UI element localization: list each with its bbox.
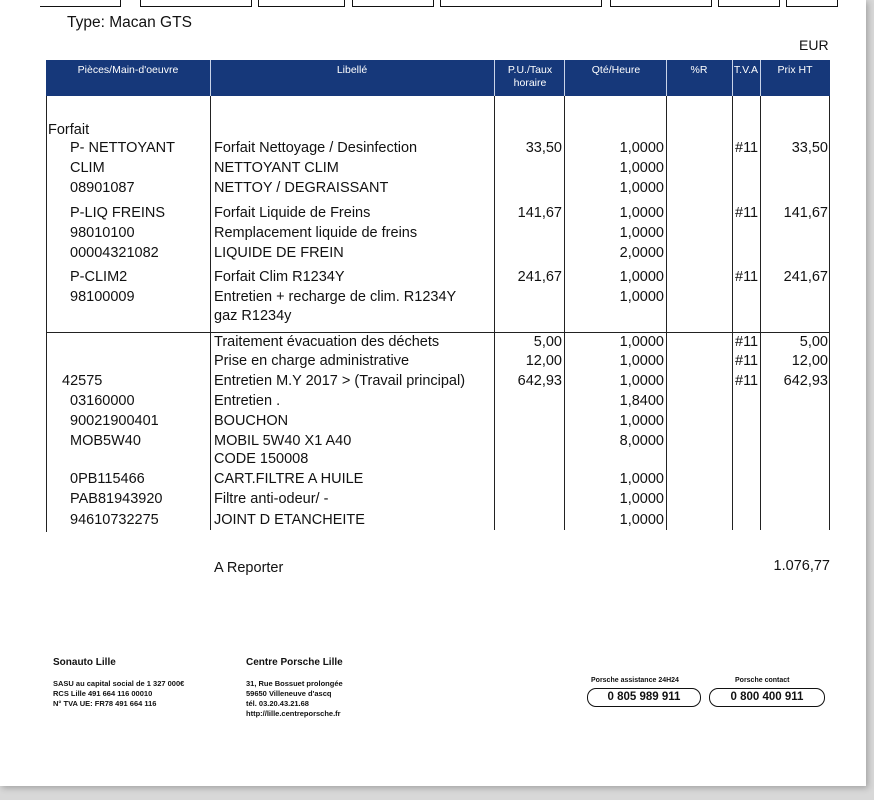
cell-qte: 1,0000 xyxy=(619,289,664,305)
cell-libelle: JOINT D ETANCHEITE xyxy=(214,512,365,528)
cell-prix: 141,67 xyxy=(783,205,828,221)
cell-libelle: BOUCHON xyxy=(214,413,289,429)
header-box xyxy=(140,0,252,7)
cell-ref: 0PB115466 xyxy=(70,471,145,487)
header-box xyxy=(40,0,121,7)
cell-libelle: Filtre anti-odeur/ - xyxy=(214,491,329,507)
footer-center-l2: 59650 Villeneuve d'ascq xyxy=(246,689,332,698)
section-forfait: Forfait xyxy=(48,122,90,138)
cell-libelle: MOBIL 5W40 X1 A40 xyxy=(214,433,352,449)
cell-pu: 33,50 xyxy=(525,140,562,156)
cell-ref: 00004321082 xyxy=(70,245,159,261)
vehicle-type: Type: Macan GTS xyxy=(67,14,192,31)
header-qte: Qté/Heure xyxy=(591,64,641,76)
cell-libelle: Traitement évacuation des déchets xyxy=(214,334,440,350)
cell-qte: 1,0000 xyxy=(619,205,664,221)
cell-libelle: LIQUIDE DE FREIN xyxy=(214,245,344,261)
cell-tva: #11 xyxy=(735,140,759,156)
contact-label: Porsche contact xyxy=(735,677,790,684)
cell-qte: 1,0000 xyxy=(619,512,664,528)
header-box xyxy=(718,0,780,7)
cell-ref: 03160000 xyxy=(70,393,135,409)
cell-libelle: Forfait Nettoyage / Desinfection xyxy=(214,140,418,156)
cell-pu: 241,67 xyxy=(517,269,562,285)
header-box xyxy=(258,0,345,7)
cell-ref: P-LIQ FREINS xyxy=(70,205,166,221)
cell-pu: 12,00 xyxy=(525,353,562,369)
cell-pu: 141,67 xyxy=(517,205,562,221)
cell-qte: 1,0000 xyxy=(619,140,664,156)
cell-qte: 2,0000 xyxy=(619,245,664,261)
cell-tva: #11 xyxy=(735,269,759,285)
footer-company: Sonauto Lille xyxy=(53,657,116,668)
cell-qte: 1,8400 xyxy=(619,393,664,409)
cell-qte: 1,0000 xyxy=(619,334,664,350)
footer-center-l1: 31, Rue Bossuet prolongée xyxy=(246,679,343,688)
cell-ref: P- NETTOYANT xyxy=(70,140,175,156)
cell-ref: P-CLIM2 xyxy=(70,269,128,285)
header-pu: P.U./Taux horaire xyxy=(507,64,553,89)
cell-libelle: Entretien + recharge de clim. R1234Y xyxy=(214,289,457,305)
footer-company-l1: SASU au capital social de 1 327 000€ xyxy=(53,679,185,688)
contact-phone[interactable]: 0 800 400 911 xyxy=(709,688,825,707)
cell-ref: PAB81943920 xyxy=(70,491,163,507)
cell-libelle: Remplacement liquide de freins xyxy=(214,225,418,241)
cell-tva: #11 xyxy=(735,353,759,369)
cell-prix: 642,93 xyxy=(783,373,828,389)
header-box xyxy=(610,0,712,7)
cell-libelle: Prise en charge administrative xyxy=(214,353,410,369)
cell-ref: 42575 xyxy=(62,373,103,389)
footer-center-l3: tél. 03.20.43.21.68 xyxy=(246,699,309,708)
cell-ref: 90021900401 xyxy=(70,413,159,429)
table-header xyxy=(46,60,830,96)
report-label: A Reporter xyxy=(214,560,284,576)
cell-tva: #11 xyxy=(735,373,759,389)
currency: EUR xyxy=(799,37,829,53)
header-tva: T.V.A xyxy=(733,64,759,76)
cell-libelle: CODE 150008 xyxy=(214,451,309,467)
cell-ref: 94610732275 xyxy=(70,512,159,528)
cell-prix: 12,00 xyxy=(791,353,828,369)
header-prix: Prix HT xyxy=(777,64,813,76)
cell-libelle: CART.FILTRE A HUILE xyxy=(214,471,364,487)
footer-center-l4: http://lille.centreporsche.fr xyxy=(246,709,341,718)
cell-libelle: Forfait Clim R1234Y xyxy=(214,269,345,285)
header-box xyxy=(786,0,838,7)
cell-qte: 1,0000 xyxy=(619,269,664,285)
cell-qte: 1,0000 xyxy=(619,491,664,507)
header-libelle: Libellé xyxy=(336,64,368,76)
cell-tva: #11 xyxy=(735,334,759,350)
report-value: 1.076,77 xyxy=(773,558,830,574)
cell-ref: CLIM xyxy=(70,160,105,176)
cell-libelle: Entretien M.Y 2017 > (Travail principal) xyxy=(214,373,466,389)
cell-qte: 1,0000 xyxy=(619,225,664,241)
header-pieces: Pièces/Main-d'oeuvre xyxy=(77,64,179,76)
cell-qte: 1,0000 xyxy=(619,353,664,369)
footer-center: Centre Porsche Lille xyxy=(246,657,343,668)
cell-qte: 1,0000 xyxy=(619,160,664,176)
cell-pu: 5,00 xyxy=(533,334,562,350)
cell-qte: 8,0000 xyxy=(619,433,664,449)
cell-prix: 5,00 xyxy=(799,334,828,350)
assist-label: Porsche assistance 24H24 xyxy=(591,677,679,684)
header-box xyxy=(440,0,602,7)
cell-qte: 1,0000 xyxy=(619,471,664,487)
cell-ref: 98010100 xyxy=(70,225,135,241)
cell-qte: 1,0000 xyxy=(619,373,664,389)
cell-prix: 33,50 xyxy=(791,140,828,156)
footer-company-l3: N° TVA UE: FR78 491 664 116 xyxy=(53,699,157,708)
cell-pu: 642,93 xyxy=(517,373,562,389)
cell-ref: 98100009 xyxy=(70,289,135,305)
cell-tva: #11 xyxy=(735,205,759,221)
cell-libelle: NETTOYANT CLIM xyxy=(214,160,339,176)
cell-ref: MOB5W40 xyxy=(70,433,141,449)
assist-phone[interactable]: 0 805 989 911 xyxy=(587,688,701,707)
cell-libelle: Forfait Liquide de Freins xyxy=(214,205,371,221)
cell-libelle: NETTOY / DEGRAISSANT xyxy=(214,180,389,196)
cell-ref: 08901087 xyxy=(70,180,135,196)
cell-qte: 1,0000 xyxy=(619,180,664,196)
cell-libelle: Entretien . xyxy=(214,393,281,409)
cell-qte: 1,0000 xyxy=(619,413,664,429)
header-remise: %R xyxy=(690,64,708,76)
header-box xyxy=(352,0,434,7)
cell-prix: 241,67 xyxy=(783,269,828,285)
footer-company-l2: RCS Lille 491 664 116 00010 xyxy=(53,689,153,698)
cell-libelle: gaz R1234y xyxy=(214,308,292,324)
